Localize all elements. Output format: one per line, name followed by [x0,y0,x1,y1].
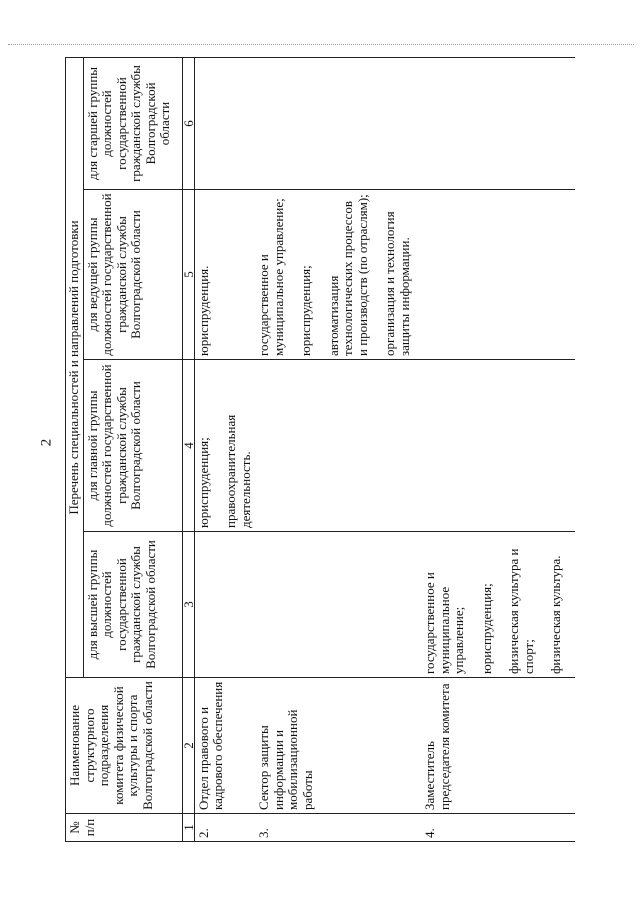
header-group: Перечень специальностей и направлений подготовки [66,57,84,677]
specialty-item: физическая культура. [548,555,564,674]
column-number: 5 [182,190,194,360]
row-col5 [255,190,421,360]
specialty-item: юриспруденция; [478,583,494,674]
row-col5 [421,190,575,360]
row-department: Заместитель председателя комитета [421,678,575,814]
row-col6 [255,57,421,189]
page-number: 2 [38,438,55,447]
row-number: 4. [421,814,575,842]
column-number: 3 [182,532,194,678]
row-col5 [194,190,255,360]
header-main-group: для главной группы должностей государственной гражданской службы Волгоградской области [83,360,182,532]
header-num: № п/п [66,814,183,842]
row-number: 2. [194,814,255,842]
header-leading-group: для ведущей группы должностей государственной гражданской службы Волгоградской области [83,190,182,360]
column-number: 2 [182,678,194,814]
row-number: 3. [255,814,421,842]
table-row [421,57,575,841]
row-col6 [194,57,255,189]
row-col3 [421,532,575,678]
row-department: Сектор защиты информации и мобилизационной работы [255,678,421,814]
specialty-item: юриспруденция; [195,437,211,528]
row-col4 [194,360,255,532]
specialty-item: юриспруденция. [195,265,211,356]
specialty-item: юриспруденция; [298,265,314,356]
specialty-item: организация и технология защиты информации. [382,211,413,356]
specialty-item: правоохранительная деятельность. [223,414,253,528]
specialties-table [65,57,575,842]
row-department: Отдел правового и кадрового обеспечения [194,678,255,814]
column-number: 1 [182,814,194,842]
specialty-item: автоматизация технологических процессов и производств (по отраслям); [325,194,370,356]
specialty-item: государственное и муниципальное управление; [256,198,286,356]
column-number: 6 [182,57,194,189]
row-col4 [421,360,575,532]
row-col3 [255,532,421,678]
row-col4 [255,360,421,532]
row-col3 [194,532,255,678]
dotted-separator [8,44,634,45]
header-department: Наименование структурного подразделения комитета физической культуры и спорта Волгоградской области [66,678,183,814]
table-row [194,57,255,841]
table-row [255,57,421,841]
specialty-item: государственное и муниципальное управление; [422,572,467,674]
specialty-item: физическая культура и спорт; [506,548,536,674]
row-col6 [421,57,575,189]
rotated-table-container [65,58,640,842]
header-top-group: для высшей группы должностей государственной гражданской службы Волгоградской области [83,532,182,678]
column-number: 4 [182,360,194,532]
header-senior-group: для старшей группы должностей государственной гражданской службы Волгоградской области [83,57,182,189]
